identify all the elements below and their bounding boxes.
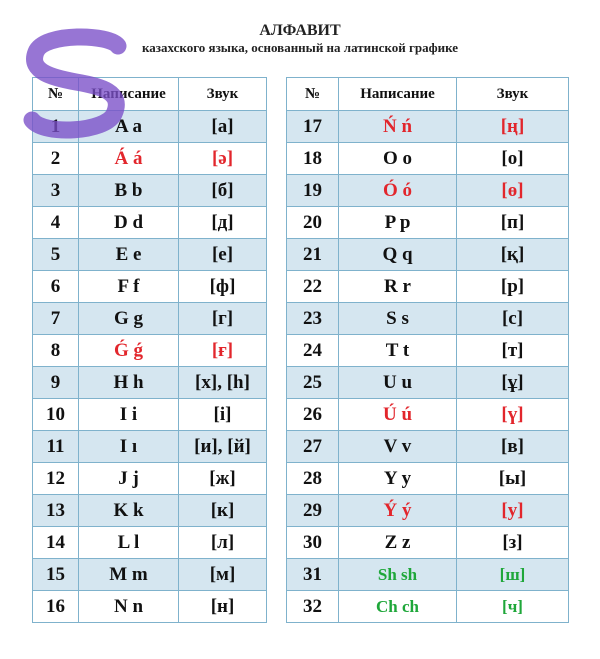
letter-number: 22 bbox=[287, 271, 339, 303]
letter-sound: [х], [h] bbox=[179, 367, 267, 399]
letter-number: 12 bbox=[33, 463, 79, 495]
letter-sound: [м] bbox=[179, 559, 267, 591]
header-number: № bbox=[33, 78, 79, 111]
table-row bbox=[287, 143, 569, 175]
letter-spelling: I ı bbox=[79, 431, 179, 463]
letter-number: 20 bbox=[287, 207, 339, 239]
letter-spelling: K k bbox=[79, 495, 179, 527]
table-row bbox=[33, 335, 267, 367]
letter-spelling: Ń ń bbox=[339, 111, 457, 143]
letter-spelling: I i bbox=[79, 399, 179, 431]
letter-number: 30 bbox=[287, 527, 339, 559]
letter-number: 13 bbox=[33, 495, 79, 527]
letter-spelling: E e bbox=[79, 239, 179, 271]
letter-number: 31 bbox=[287, 559, 339, 591]
table-header-row bbox=[287, 78, 569, 111]
letter-spelling: Z z bbox=[339, 527, 457, 559]
header-spelling: Написание bbox=[79, 78, 179, 111]
header-spelling: Написание bbox=[339, 78, 457, 111]
letter-spelling: O o bbox=[339, 143, 457, 175]
letter-sound: [у] bbox=[457, 495, 569, 527]
letter-number: 7 bbox=[33, 303, 79, 335]
table-row bbox=[33, 239, 267, 271]
letter-number: 28 bbox=[287, 463, 339, 495]
alphabet-table-left bbox=[32, 77, 267, 623]
letter-number: 17 bbox=[287, 111, 339, 143]
letter-sound: [ө] bbox=[457, 175, 569, 207]
letter-spelling: Sh sh bbox=[339, 559, 457, 591]
table-row bbox=[287, 335, 569, 367]
letter-sound: [ұ] bbox=[457, 367, 569, 399]
letter-sound: [ф] bbox=[179, 271, 267, 303]
page-subtitle: казахского языка, основанный на латинской графике bbox=[141, 40, 459, 55]
letter-spelling: Ch ch bbox=[339, 591, 457, 623]
letter-sound: [і] bbox=[179, 399, 267, 431]
letter-spelling: Ǵ ǵ bbox=[79, 335, 179, 367]
table-row bbox=[287, 591, 569, 623]
letter-spelling: Ó ó bbox=[339, 175, 457, 207]
letter-spelling: D d bbox=[79, 207, 179, 239]
letter-number: 32 bbox=[287, 591, 339, 623]
letter-sound: [к] bbox=[179, 495, 267, 527]
letter-number: 8 bbox=[33, 335, 79, 367]
table-row bbox=[33, 175, 267, 207]
letter-spelling: L l bbox=[79, 527, 179, 559]
letter-sound: [п] bbox=[457, 207, 569, 239]
letter-sound: [а] bbox=[179, 111, 267, 143]
header-sound: Звук bbox=[179, 78, 267, 111]
letter-sound: [л] bbox=[179, 527, 267, 559]
table-row bbox=[287, 559, 569, 591]
letter-sound: [ч] bbox=[457, 591, 569, 623]
letter-spelling: N n bbox=[79, 591, 179, 623]
table-row bbox=[33, 143, 267, 175]
letter-number: 15 bbox=[33, 559, 79, 591]
letter-sound: [ы] bbox=[457, 463, 569, 495]
letter-number: 4 bbox=[33, 207, 79, 239]
letter-number: 11 bbox=[33, 431, 79, 463]
table-row bbox=[33, 399, 267, 431]
letter-number: 1 bbox=[33, 111, 79, 143]
table-row bbox=[33, 271, 267, 303]
letter-number: 24 bbox=[287, 335, 339, 367]
letter-spelling: G g bbox=[79, 303, 179, 335]
alphabet-table-right bbox=[286, 77, 569, 623]
letter-sound: [д] bbox=[179, 207, 267, 239]
table-row bbox=[33, 559, 267, 591]
table-row bbox=[33, 367, 267, 399]
letter-spelling: P p bbox=[339, 207, 457, 239]
letter-spelling: Ý ý bbox=[339, 495, 457, 527]
letter-number: 26 bbox=[287, 399, 339, 431]
letter-spelling: M m bbox=[79, 559, 179, 591]
letter-sound: [в] bbox=[457, 431, 569, 463]
letter-spelling: R r bbox=[339, 271, 457, 303]
letter-spelling: U u bbox=[339, 367, 457, 399]
letter-spelling: H h bbox=[79, 367, 179, 399]
header-sound: Звук bbox=[457, 78, 569, 111]
letter-number: 3 bbox=[33, 175, 79, 207]
table-row bbox=[287, 239, 569, 271]
letter-sound: [о] bbox=[457, 143, 569, 175]
header-number: № bbox=[287, 78, 339, 111]
table-row bbox=[287, 495, 569, 527]
table-row bbox=[287, 463, 569, 495]
letter-spelling: Á á bbox=[79, 143, 179, 175]
letter-sound: [з] bbox=[457, 527, 569, 559]
letter-number: 14 bbox=[33, 527, 79, 559]
letter-number: 19 bbox=[287, 175, 339, 207]
letter-spelling: V v bbox=[339, 431, 457, 463]
letter-number: 23 bbox=[287, 303, 339, 335]
table-row bbox=[33, 207, 267, 239]
letter-sound: [ң] bbox=[457, 111, 569, 143]
letter-sound: [с] bbox=[457, 303, 569, 335]
letter-spelling: S s bbox=[339, 303, 457, 335]
letter-number: 25 bbox=[287, 367, 339, 399]
letter-sound: [ғ] bbox=[179, 335, 267, 367]
letter-spelling: F f bbox=[79, 271, 179, 303]
letter-sound: [қ] bbox=[457, 239, 569, 271]
letter-spelling: T t bbox=[339, 335, 457, 367]
letter-spelling: B b bbox=[79, 175, 179, 207]
letter-spelling: Q q bbox=[339, 239, 457, 271]
page-title: АЛФАВИТ bbox=[259, 22, 341, 39]
letter-number: 16 bbox=[33, 591, 79, 623]
letter-sound: [б] bbox=[179, 175, 267, 207]
letter-number: 6 bbox=[33, 271, 79, 303]
letter-number: 2 bbox=[33, 143, 79, 175]
letter-spelling: J j bbox=[79, 463, 179, 495]
letter-number: 21 bbox=[287, 239, 339, 271]
table-row bbox=[33, 591, 267, 623]
table-row bbox=[287, 271, 569, 303]
letter-number: 10 bbox=[33, 399, 79, 431]
letter-sound: [е] bbox=[179, 239, 267, 271]
letter-sound: [т] bbox=[457, 335, 569, 367]
table-row bbox=[287, 431, 569, 463]
letter-spelling: Y y bbox=[339, 463, 457, 495]
table-row bbox=[287, 207, 569, 239]
letter-sound: [ш] bbox=[457, 559, 569, 591]
letter-sound: [ү] bbox=[457, 399, 569, 431]
table-row bbox=[287, 303, 569, 335]
table-row bbox=[287, 399, 569, 431]
table-row bbox=[287, 175, 569, 207]
table-row bbox=[33, 495, 267, 527]
table-row bbox=[287, 527, 569, 559]
purple-s-logo-icon bbox=[14, 24, 136, 142]
letter-number: 29 bbox=[287, 495, 339, 527]
letter-sound: [н] bbox=[179, 591, 267, 623]
letter-number: 9 bbox=[33, 367, 79, 399]
letter-spelling: Ú ú bbox=[339, 399, 457, 431]
table-row bbox=[33, 463, 267, 495]
letter-spelling: A a bbox=[79, 111, 179, 143]
table-row bbox=[33, 303, 267, 335]
table-row bbox=[33, 431, 267, 463]
letter-sound: [ә] bbox=[179, 143, 267, 175]
letter-sound: [р] bbox=[457, 271, 569, 303]
letter-number: 27 bbox=[287, 431, 339, 463]
table-row bbox=[33, 527, 267, 559]
letter-sound: [ж] bbox=[179, 463, 267, 495]
table-row bbox=[287, 111, 569, 143]
letter-sound: [г] bbox=[179, 303, 267, 335]
letter-sound: [и], [й] bbox=[179, 431, 267, 463]
table-row bbox=[287, 367, 569, 399]
letter-number: 18 bbox=[287, 143, 339, 175]
letter-number: 5 bbox=[33, 239, 79, 271]
